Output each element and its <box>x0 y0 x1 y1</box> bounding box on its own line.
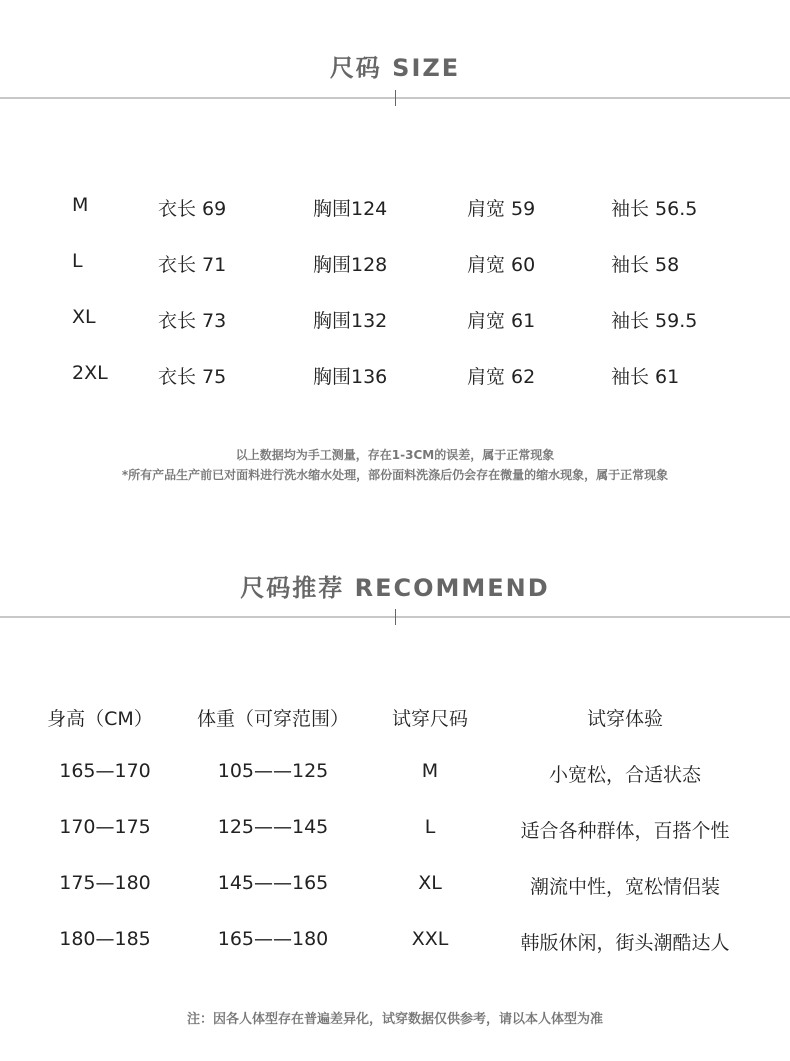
measurement-note: 以上数据均为手工测量，存在1-3CM的误差，属于正常现象 <box>235 448 555 462</box>
size-section-divider-tick <box>395 90 396 106</box>
shrinkage-note: *所有产品生产前已对面料进行洗水缩水处理，部份面料洗涤后仍会存在微量的缩水现象，属于正常现象 <box>121 468 669 482</box>
shoulder-value: 肩宽 60 <box>467 254 536 276</box>
length-value: 衣长 75 <box>158 366 227 388</box>
fit-disclaimer: 注：因各人体型存在普遍差异化，试穿数据仅供参考，请以本人体型为准 <box>186 1012 603 1027</box>
weight-range: 165——180 <box>217 928 329 950</box>
size-label: 2XL <box>72 362 108 384</box>
shoulder-value: 肩宽 62 <box>467 366 536 388</box>
weight-range: 105——125 <box>217 760 329 782</box>
recommended-size: XXL <box>411 928 449 950</box>
chest-value: 胸围136 <box>313 366 388 388</box>
fit-experience: 适合各种群体，百搭个性 <box>520 820 730 842</box>
length-value: 衣长 71 <box>158 254 227 276</box>
header-experience: 试穿体验 <box>586 708 663 730</box>
height-range: 165—170 <box>59 760 151 782</box>
size-label: M <box>72 194 89 216</box>
shoulder-value: 肩宽 59 <box>467 198 536 220</box>
height-range: 180—185 <box>59 928 151 950</box>
length-value: 衣长 69 <box>158 198 227 220</box>
header-weight: 体重（可穿范围） <box>196 708 349 730</box>
header-height: 身高（CM） <box>47 708 153 730</box>
fit-experience: 韩版休闲，街头潮酷达人 <box>520 932 730 954</box>
recommended-size: XL <box>418 872 442 894</box>
chest-value: 胸围124 <box>313 198 388 220</box>
sleeve-value: 袖长 61 <box>611 366 680 388</box>
weight-range: 145——165 <box>217 872 329 894</box>
chest-value: 胸围132 <box>313 310 388 332</box>
sleeve-value: 袖长 59.5 <box>611 310 698 332</box>
height-range: 175—180 <box>59 872 151 894</box>
recommend-section-title: 尺码推荐 RECOMMEND <box>240 574 550 602</box>
recommend-section-divider-tick <box>395 609 396 625</box>
header-size: 试穿尺码 <box>391 708 468 730</box>
recommended-size: M <box>421 760 439 782</box>
sleeve-value: 袖长 56.5 <box>611 198 698 220</box>
size-section-title: 尺码 SIZE <box>329 54 461 82</box>
recommended-size: L <box>424 816 436 838</box>
chest-value: 胸围128 <box>313 254 388 276</box>
weight-range: 125——145 <box>217 816 329 838</box>
fit-experience: 小宽松，合适状态 <box>548 764 701 786</box>
size-label: L <box>72 250 83 272</box>
sleeve-value: 袖长 58 <box>611 254 680 276</box>
fit-experience: 潮流中性，宽松情侣装 <box>529 876 720 898</box>
shoulder-value: 肩宽 61 <box>467 310 536 332</box>
height-range: 170—175 <box>59 816 151 838</box>
size-label: XL <box>72 306 96 328</box>
length-value: 衣长 73 <box>158 310 227 332</box>
